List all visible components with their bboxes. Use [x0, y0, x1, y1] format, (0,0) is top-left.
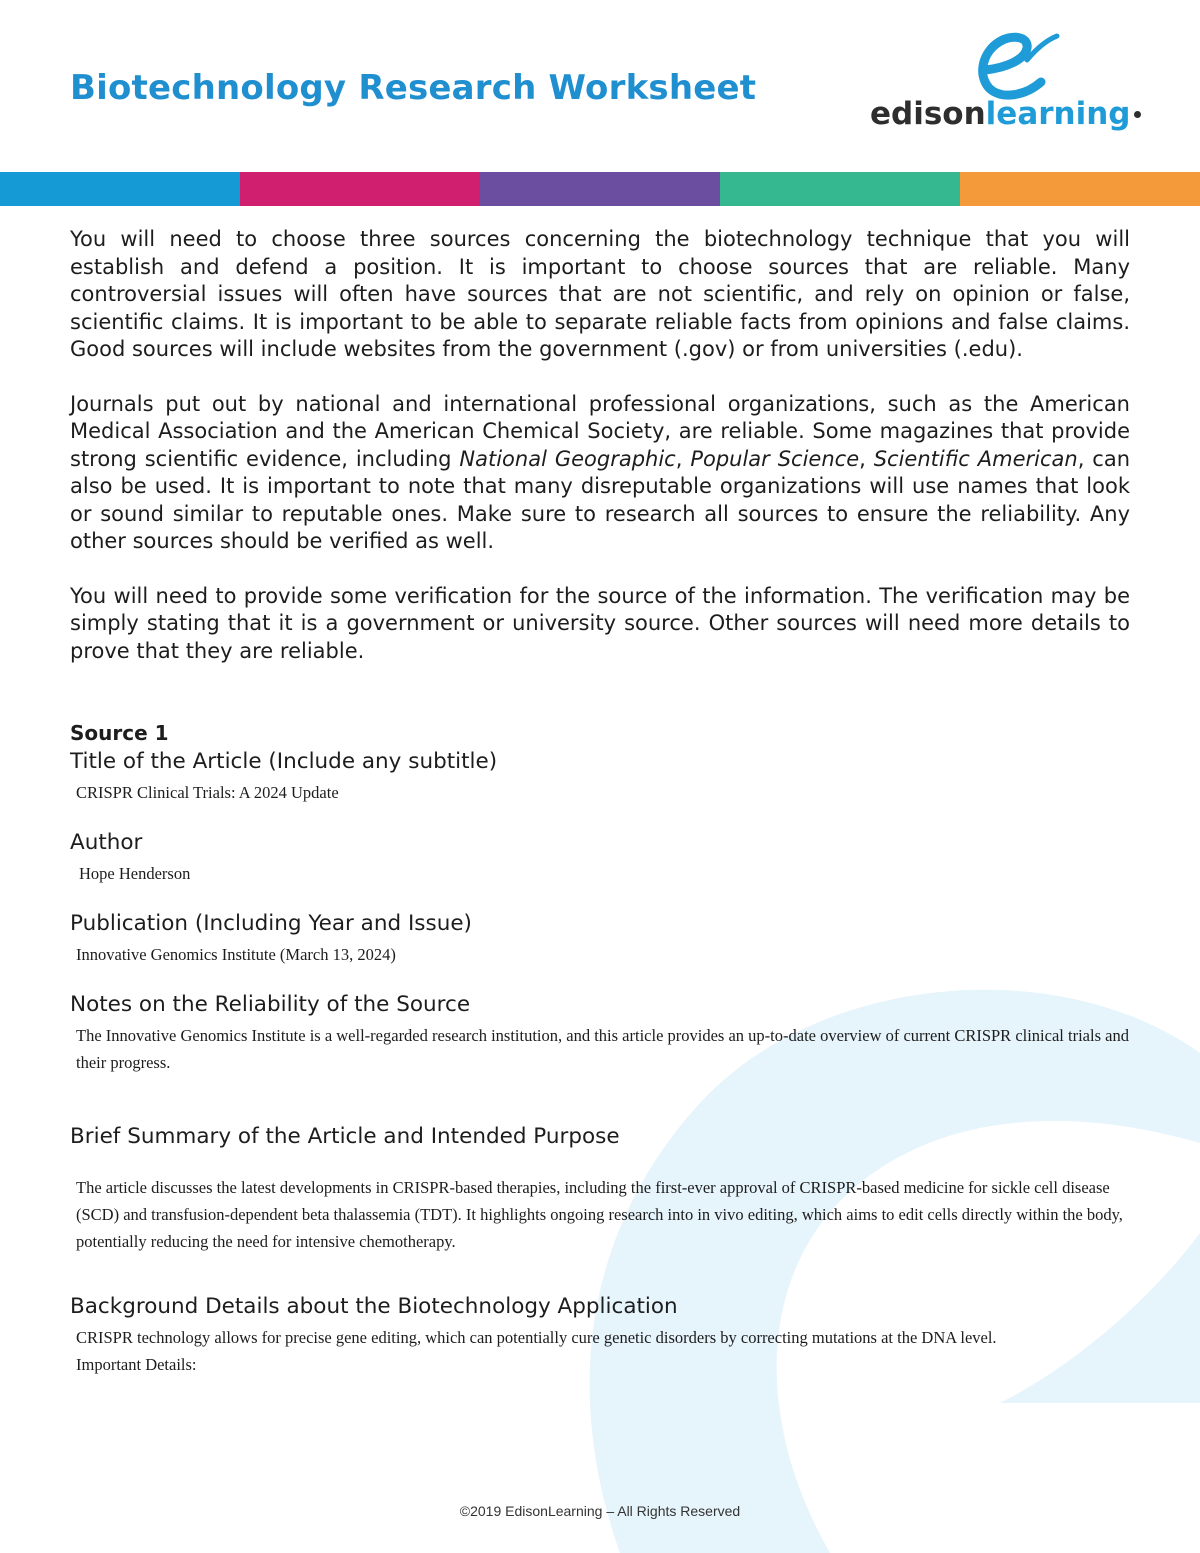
p2-text-a: Journals put out by national and international professional organizations, such as the American Medical Association and the American Chemical Society, are reliable. Some magazines that provide strong scientific evidence, including — [70, 391, 1130, 471]
publication-label: Publication (Including Year and Issue) — [70, 911, 472, 936]
edison-e-logo-icon — [965, 30, 1065, 100]
reliability-label: Notes on the Reliability of the Source — [70, 992, 471, 1017]
article-title-field[interactable]: CRISPR Clinical Trials: A 2024 Update — [76, 783, 339, 802]
logo-dot-icon — [1134, 111, 1141, 118]
summary-label: Brief Summary of the Article and Intended Purpose — [70, 1124, 620, 1149]
page-title: Biotechnology Research Worksheet — [70, 68, 757, 108]
source-1-section — [70, 719, 1130, 1378]
magazine-scientific-american: Scientific American — [873, 446, 1078, 471]
logo-word-learning: learning — [985, 96, 1131, 132]
publication-field[interactable]: Innovative Genomics Institute (March 13, 2024) — [76, 945, 396, 964]
copyright-footer: ©2019 EdisonLearning – All Rights Reserved — [459, 1503, 741, 1519]
logo-word-edison: edison — [870, 96, 986, 132]
background-text: CRISPR technology allows for precise gene editing, which can potentially cure genetic disorders by correcting mutations at the DNA level. — [76, 1328, 997, 1347]
important-details-label: Important Details: — [76, 1355, 197, 1374]
magazine-national-geographic: National Geographic — [459, 446, 676, 471]
stripe-green — [720, 172, 960, 206]
magazine-popular-science: Popular Science — [690, 446, 860, 471]
author-field[interactable]: Hope Henderson — [79, 864, 191, 883]
logo-wordmark — [870, 96, 1141, 132]
background-label: Background Details about the Biotechnology Application — [70, 1294, 678, 1319]
p2-text-b: , can also be used. It is important to note that many disreputable organizations will use names that look or sound similar to reputable ones. Make sure to research all sources to ensure the reliability. Any other sources should be verified as well. — [70, 446, 1130, 553]
reliability-field[interactable]: The Innovative Genomics Institute is a well-regarded research institution, and this article provides an up-to-date overview of current CRISPR clinical trials and their progress. — [76, 1026, 1129, 1072]
stripe-purple — [480, 172, 720, 206]
source-heading: Source 1 — [70, 721, 169, 745]
stripe-blue — [0, 172, 240, 206]
background-field[interactable] — [76, 1324, 1130, 1378]
article-title-label: Title of the Article (Include any subtitle) — [70, 749, 498, 774]
instructions-paragraph-2 — [70, 391, 1130, 556]
summary-field[interactable]: The article discusses the latest developments in CRISPR-based therapies, including the first-ever approval of CRISPR-based medicine for sickle cell disease (SCD) and transfusion-dependent beta thalassemia (TDT). It highlights ongoing research into in vivo editing, which aims to edit cells directly within the body, potentially reducing the need for intensive chemotherapy. — [76, 1178, 1123, 1251]
author-label: Author — [70, 830, 143, 855]
p2-sep-1: , — [675, 446, 691, 471]
stripe-orange — [960, 172, 1200, 206]
stripe-magenta — [240, 172, 480, 206]
p2-sep-2: , — [859, 446, 874, 471]
instructions-paragraph-3: You will need to provide some verification for the source of the information. The verification may be simply stating that it is a government or university source. Other sources will need more details to prove that they are reliable. — [70, 583, 1130, 663]
instructions-paragraph-1: You will need to choose three sources concerning the biotechnology technique that you will establish and defend a position. It is important to choose sources that are reliable. Many controversial issues will often have sources that are not scientific, and rely on opinion or false, scientific claims. It is important to be able to separate reliable facts from opinions and false claims. Good sources will include websites from the government (.gov) or from universities (.edu). — [70, 227, 1130, 361]
color-stripe — [0, 172, 1200, 206]
edisonlearning-logo — [870, 30, 1150, 142]
instructions — [70, 226, 1130, 692]
